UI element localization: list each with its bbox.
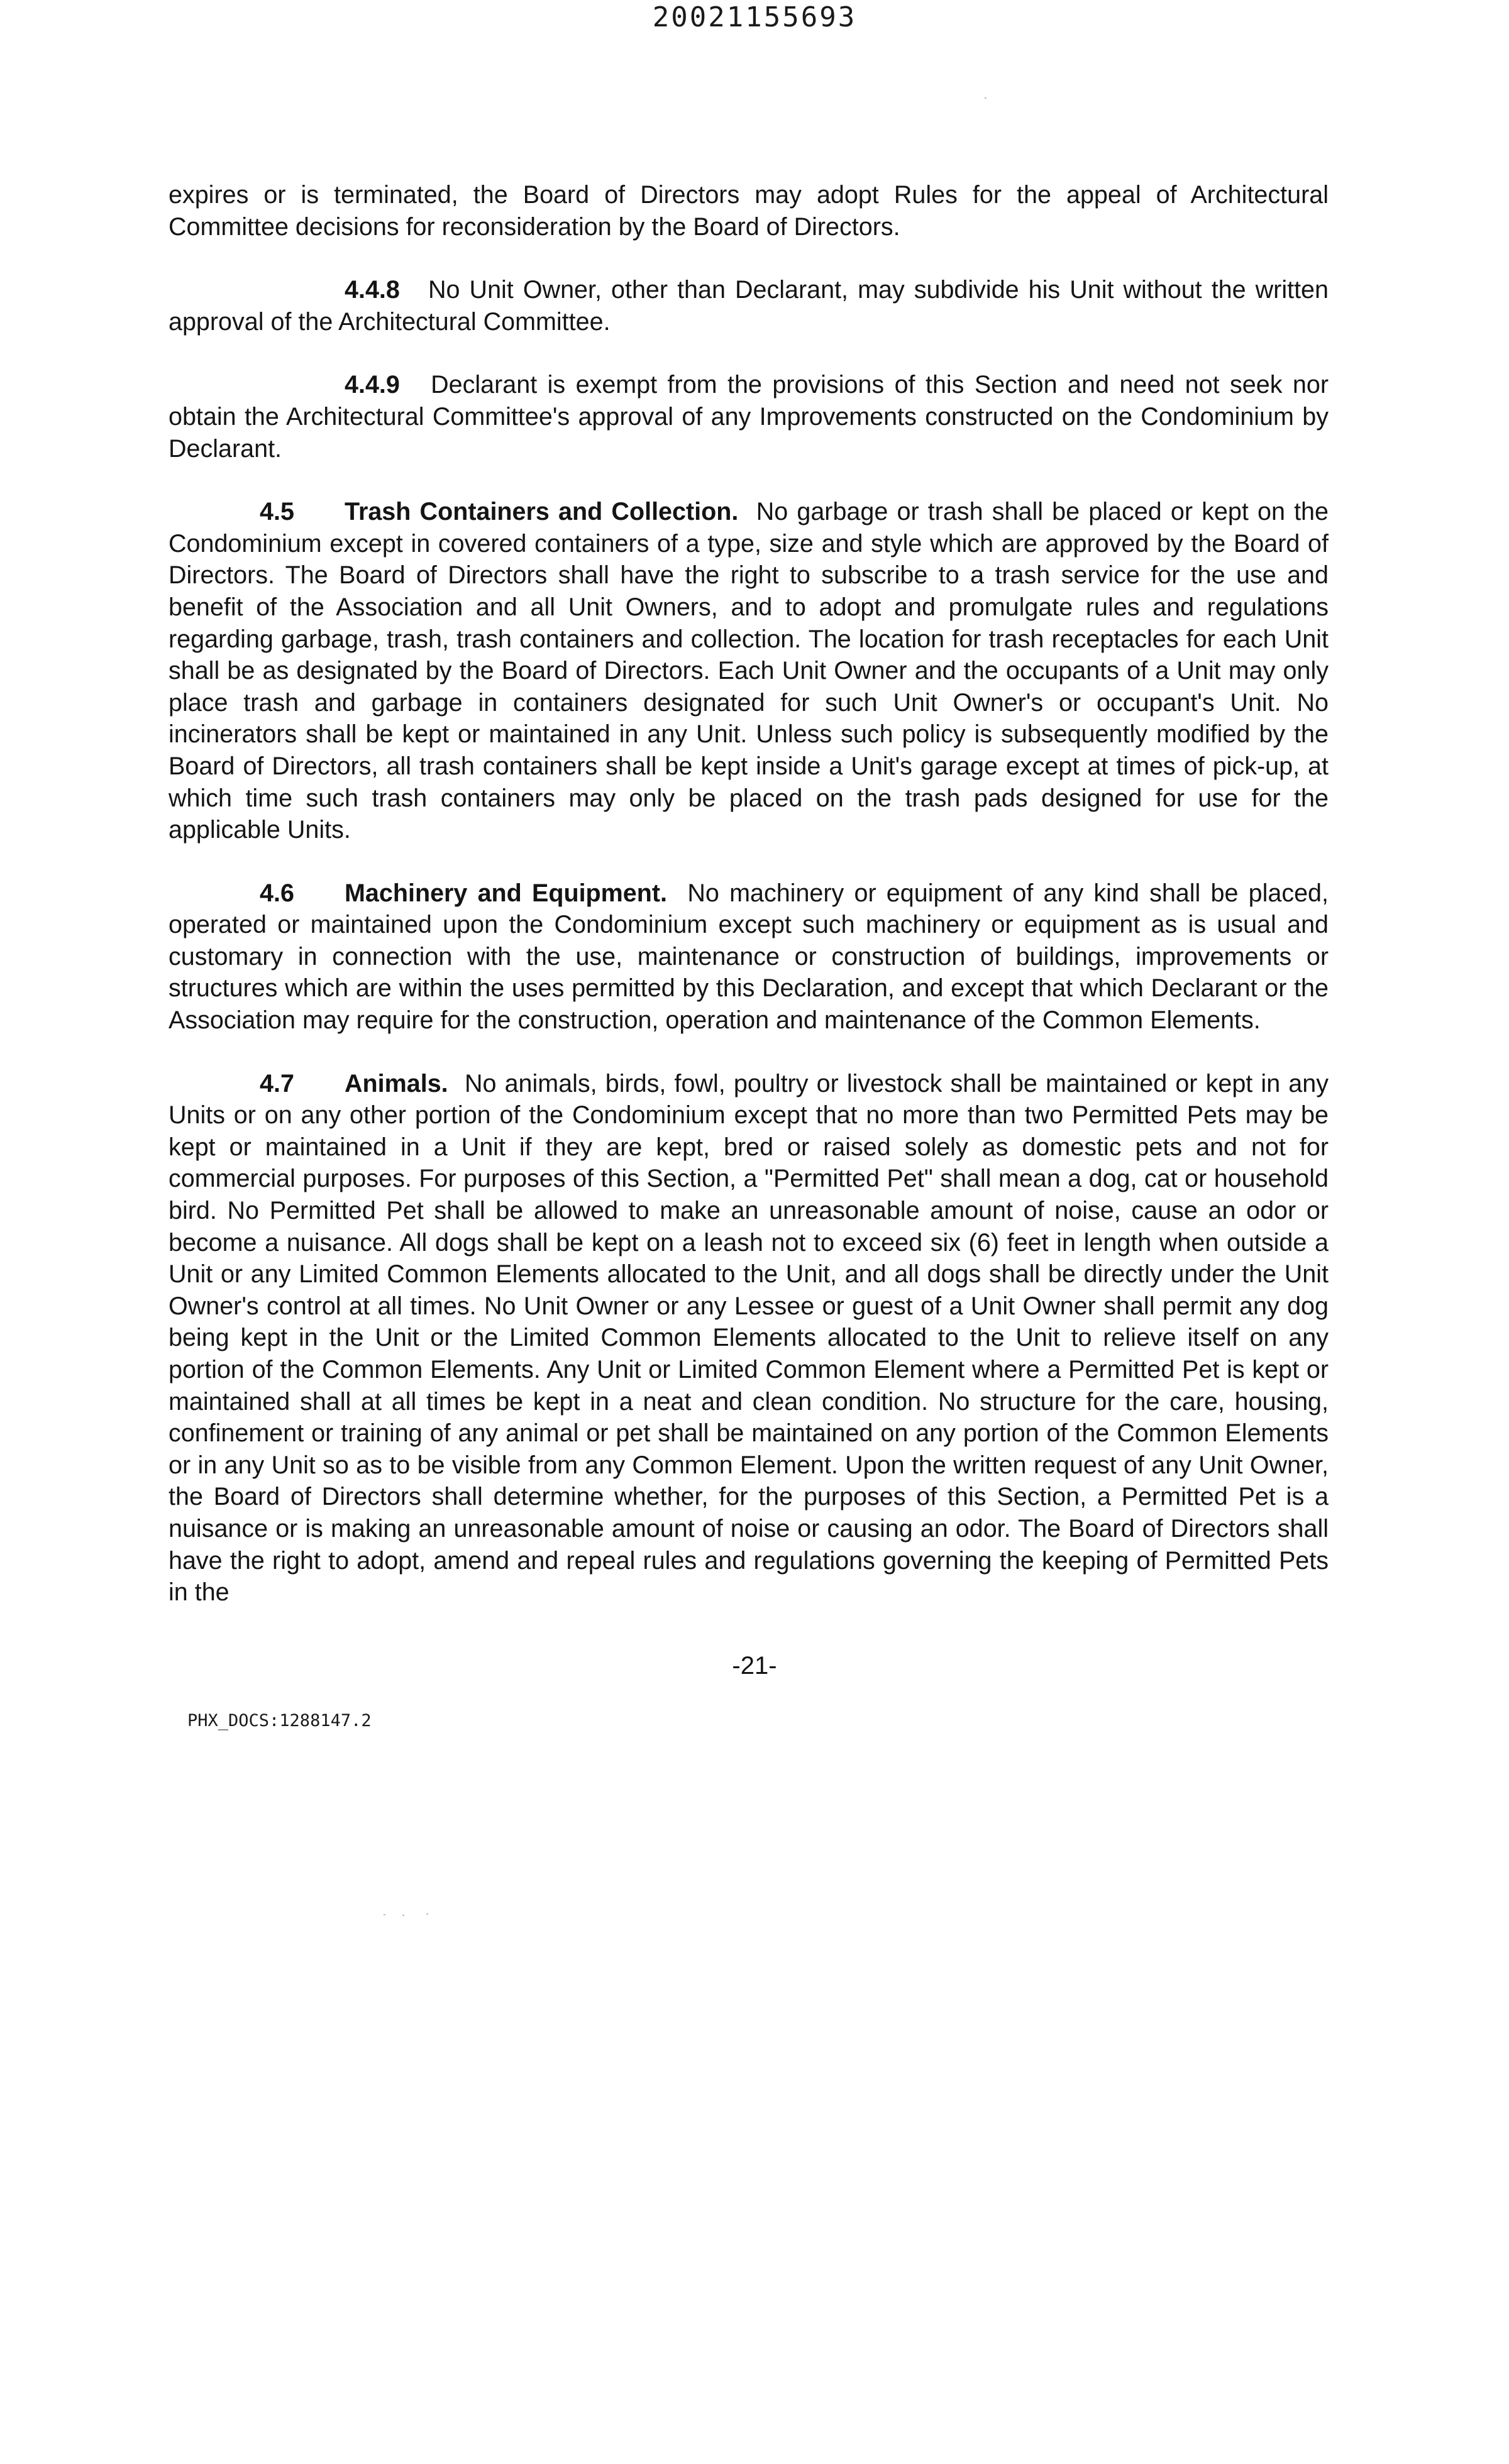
subsection-4-4-8 xyxy=(169,274,1329,338)
subsection-number: 4.4.8 xyxy=(345,276,400,304)
paragraph-text: expires or is terminated, the Board of Directors may adopt Rules for the appeal of Architectural Committee decisions for reconsideration by the Board of Directors. xyxy=(169,181,1329,241)
paragraph-text: No Unit Owner, other than Declarant, may subdivide his Unit without the written approval of the Architectural Committee. xyxy=(169,276,1329,336)
paragraph-continuation xyxy=(169,179,1329,243)
scan-speck xyxy=(985,97,987,99)
paragraph-text: Declarant is exempt from the provisions of this Section and need not seek nor obtain the Architectural Committee's approval of any Improvements constructed on the Condominium by Declarant. xyxy=(169,371,1329,463)
scan-speck xyxy=(402,1915,404,1916)
section-title: Machinery and Equipment. xyxy=(345,879,668,907)
document-number: 20021155693 xyxy=(652,1,857,33)
scan-speck xyxy=(384,1914,385,1915)
scan-speck xyxy=(426,1913,428,1915)
section-title: Trash Containers and Collection. xyxy=(345,498,739,526)
section-4-5 xyxy=(169,496,1329,846)
footer-document-code: PHX_DOCS:1288147.2 xyxy=(187,1711,372,1730)
section-number: 4.6 xyxy=(260,879,294,907)
subsection-number: 4.4.9 xyxy=(345,371,400,399)
paragraph-text: No garbage or trash shall be placed or kept on the Condominium except in covered containers of a type, size and style which are approved by the Board of Directors. The Board of Directors shall have the right to subscribe to a trash service for the use and benefit of the Association and all Unit Owners, and to adopt and promulgate rules and regulations regarding garbage, trash, trash containers and collection. The location for trash receptacles for each Unit shall be as designated by the Board of Directors. Each Unit Owner and the occupants of a Unit may only place trash and garbage in containers designated for such Unit Owner's or occupant's Unit. No incinerators shall be kept or maintained in any Unit. Unless such policy is subsequently modified by the Board of Directors, all trash containers shall be kept inside a Unit's garage except at times of pick-up, at which time such trash containers may only be placed on the trash pads designed for use for the applicable Units. xyxy=(169,498,1329,844)
section-number: 4.5 xyxy=(260,498,294,526)
section-number: 4.7 xyxy=(260,1069,294,1097)
document-body xyxy=(169,179,1329,1640)
subsection-4-4-9 xyxy=(169,369,1329,465)
section-4-6 xyxy=(169,877,1329,1037)
paragraph-text: No machinery or equipment of any kind shall be placed, operated or maintained upon the Condominium except such machinery or equipment as is usual and customary in connection with the use, maintenance or construction of buildings, improvements or structures which are within the uses permitted by this Declaration, and except that which Declarant or the Association may require for the construction, operation and maintenance of the Common Elements. xyxy=(169,879,1329,1035)
section-title: Animals. xyxy=(345,1069,448,1097)
paragraph-text: No animals, birds, fowl, poultry or livestock shall be maintained or kept in any Units or on any other portion of the Condominium except that no more than two Permitted Pets may be kept or maintained in a Unit if they are kept, bred or raised solely as domestic pets and not for commercial purposes. For purposes of this Section, a "Permitted Pet" shall mean a dog, cat or household bird. No Permitted Pet shall be allowed to make an unreasonable amount of noise, cause an odor or become a nuisance. All dogs shall be kept on a leash not to exceed six (6) feet in length when outside a Unit or any Limited Common Elements allocated to the Unit, and all dogs shall be directly under the Unit Owner's control at all times. No Unit Owner or any Lessee or guest of a Unit Owner shall permit any dog being kept in the Unit or the Limited Common Elements allocated to the Unit to relieve itself on any portion of the Common Elements. Any Unit or Limited Common Element where a Permitted Pet is kept or maintained shall at all times be kept in a neat and clean condition. No structure for the care, housing, confinement or training of any animal or pet shall be maintained on any portion of the Common Elements or in any Unit so as to be visible from any Common Element. Upon the written request of any Unit Owner, the Board of Directors shall determine whether, for the purposes of this Section, a Permitted Pet is a nuisance or is making an unreasonable amount of noise or causing an odor. The Board of Directors shall have the right to adopt, amend and repeal rules and regulations governing the keeping of Permitted Pets in the xyxy=(169,1069,1329,1607)
section-4-7 xyxy=(169,1068,1329,1609)
page-number: -21- xyxy=(732,1652,777,1680)
